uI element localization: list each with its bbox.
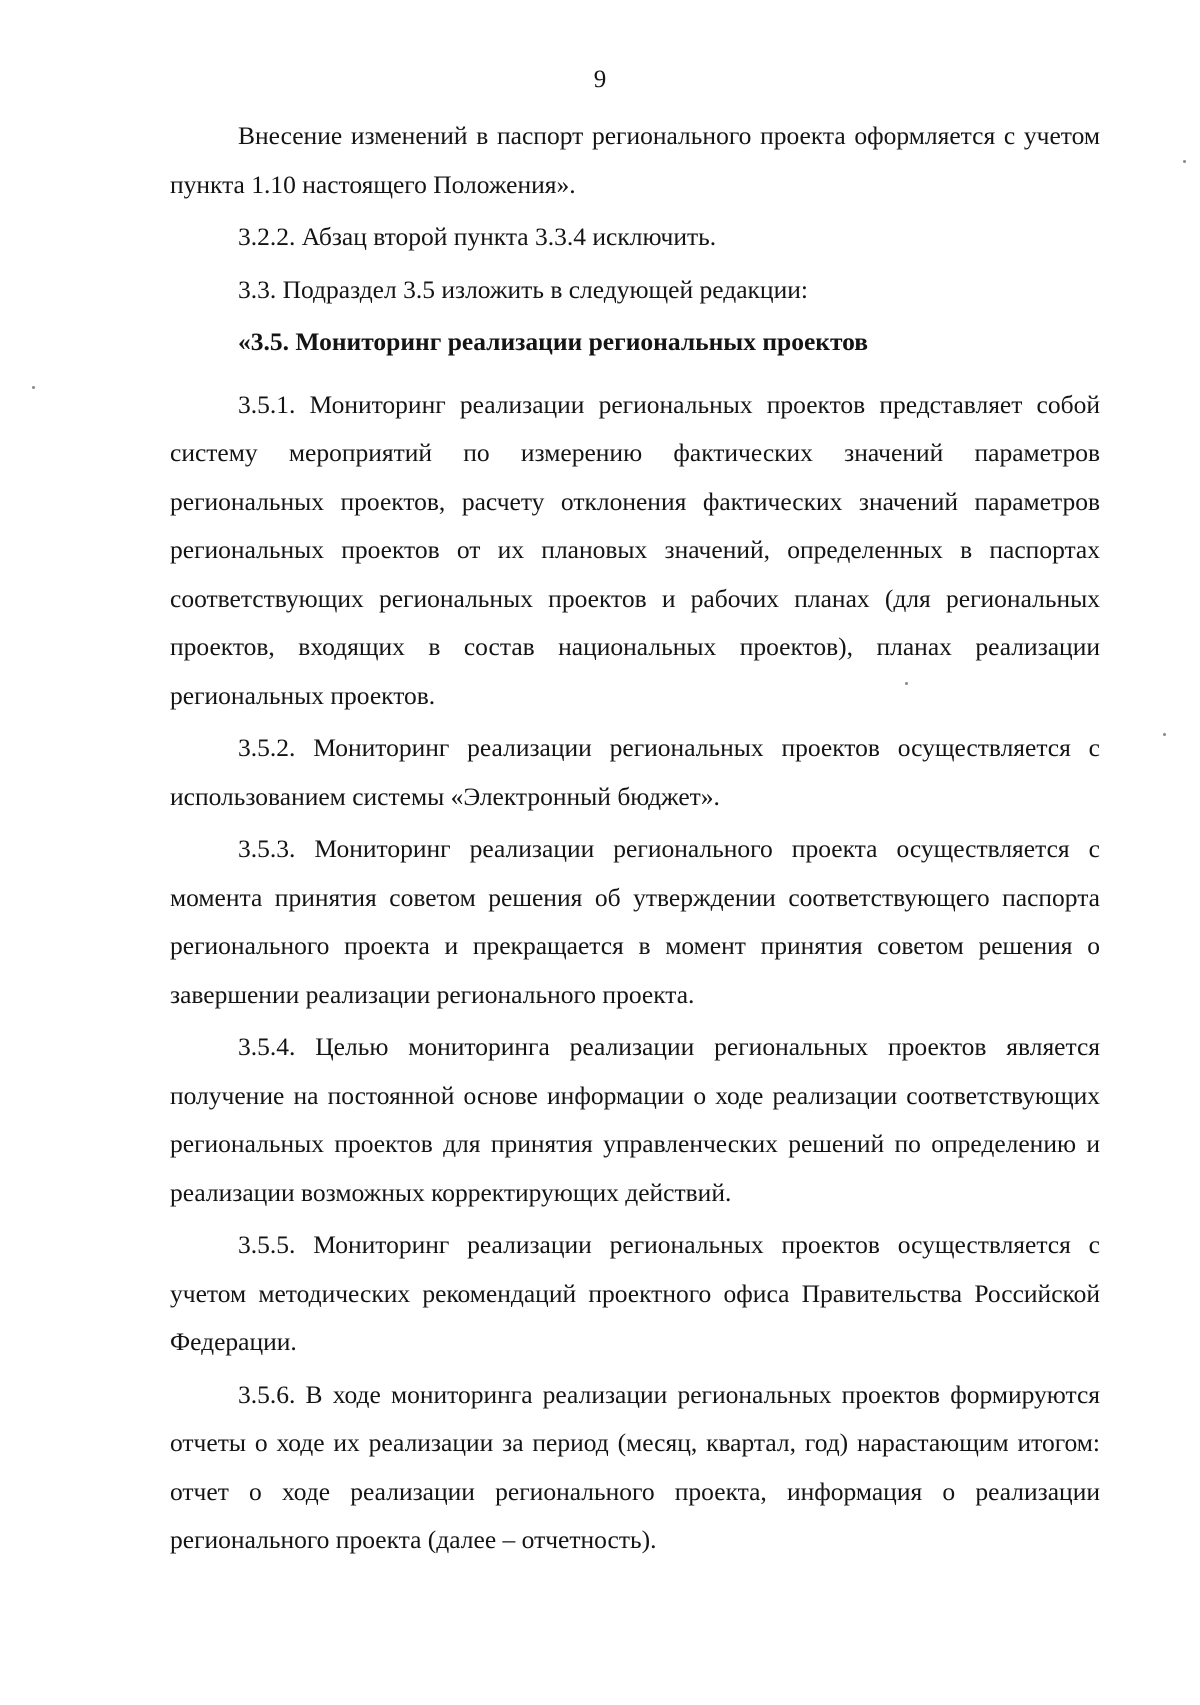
paragraph-3-5-2: 3.5.2. Мониторинг реализации региональных проектов осуществляется с использованием системы «Электронный бюджет».	[170, 733, 1100, 811]
document-body	[170, 112, 1100, 1569]
paragraph-3-5-1: 3.5.1. Мониторинг реализации региональных проектов представляет собой систему мероприятий по измерению фактических значений параметров региональных проектов, расчету отклонения фактических значений параметров региональных проектов от их плановых значений, определенных в паспортах соответствующих региональных проектов и рабочих планах (для региональных проектов, входящих в состав национальных проектов), планах реализации региональных проектов.	[170, 389, 1100, 710]
paragraph-3-5-6: 3.5.6. В ходе мониторинга реализации региональных проектов формируются отчеты о ходе их реализации за период (месяц, квартал, год) нарастающим итогом: отчет о ходе реализации регионального проекта, информация о реализации регионального проекта (далее – отчетность).	[170, 1379, 1100, 1554]
paragraph-3-5-4: 3.5.4. Целью мониторинга реализации региональных проектов является получение на постоянной основе информации о ходе реализации соответствующих региональных проектов для принятия управленческих решений по определению и реализации возможных корректирующих действий.	[170, 1032, 1100, 1207]
paragraph-3-2-2: 3.2.2. Абзац второй пункта 3.3.4 исключить.	[238, 222, 717, 251]
paragraph-3-3: 3.3. Подраздел 3.5 изложить в следующей редакции:	[238, 274, 808, 304]
scan-speck	[905, 682, 908, 685]
scan-speck	[32, 386, 35, 389]
scan-speck	[1183, 160, 1186, 163]
page-number: 9	[593, 66, 607, 93]
paragraph-3-5-5: 3.5.5. Мониторинг реализации региональных проектов осуществляется с учетом методических рекомендаций проектного офиса Правительства Российской Федерации.	[170, 1230, 1100, 1356]
scan-speck	[1163, 733, 1166, 736]
paragraph-3-5-3: 3.5.3. Мониторинг реализации регионального проекта осуществляется с момента принятия советом решения об утверждении соответствующего паспорта регионального проекта и прекращается в момент принятия советом решения о завершении реализации регионального проекта.	[170, 834, 1100, 1009]
section-heading-3-5: «3.5. Мониторинг реализации региональных проектов	[238, 327, 869, 356]
paragraph-passport-changes: Внесение изменений в паспорт регионального проекта оформляется с учетом пункта 1.10 настоящего Положения».	[170, 121, 1100, 199]
